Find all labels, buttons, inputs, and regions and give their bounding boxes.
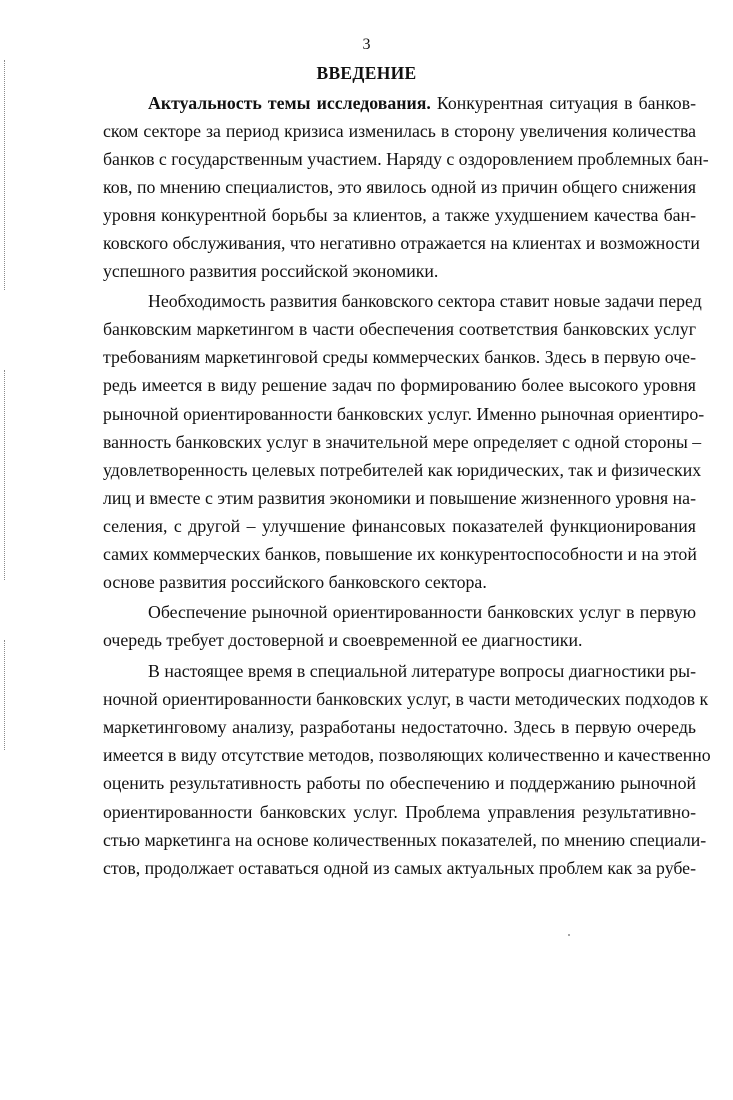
text-line: удовлетворенность целевых потребителей как юридических, так и физических: [103, 460, 702, 480]
text-line: ориентированности банковских услуг. Проблема управления результативно-: [103, 802, 696, 822]
text-line: редь имеется в виду решение задач по формированию более высокого уровня: [103, 375, 696, 395]
text-line: рыночной ориентированности банковских услуг. Именно рыночная ориентиро-: [103, 404, 705, 424]
text-line: банков с государственным участием. Наряду с оздоровлением проблемных бан-: [103, 149, 709, 169]
lead-phrase: Актуальность темы исследования.: [148, 93, 431, 113]
scan-speck: [568, 934, 570, 936]
text-line: лиц и вместе с этим развития экономики и повышение жизненного уровня на-: [103, 488, 696, 508]
text-line: успешного развития российской экономики.: [103, 261, 439, 281]
text-line: ванность банковских услуг в значительной мере определяет с одной стороны –: [103, 432, 702, 452]
text-line: ском секторе за период кризиса изменилась в сторону увеличения количества: [103, 121, 696, 141]
text-line: ков, по мнению специалистов, это явилось одной из причин общего снижения: [103, 177, 696, 197]
text-line: основе развития российского банковского сектора.: [103, 572, 487, 592]
text-line: требованиям маркетинговой среды коммерческих банков. Здесь в первую оче-: [103, 347, 696, 367]
text-line: очередь требует достоверной и своевременной ее диагностики.: [103, 630, 583, 650]
page-number: 3: [362, 36, 371, 53]
text-line: уровня конкурентной борьбы за клиентов, а также ухудшением качества бан-: [103, 205, 696, 225]
text-line: Актуальность темы исследования. Конкурентная ситуация в банков-: [148, 93, 697, 113]
text-line: оценить результативность работы по обеспечению и поддержанию рыночной: [103, 773, 696, 793]
text-line: селения, с другой – улучшение финансовых показателей функционирования: [103, 516, 696, 536]
text-line: банковским маркетингом в части обеспечения соответствия банковских услуг: [103, 319, 696, 339]
scan-edge-mark-bottom: [4, 640, 8, 750]
text-line: стью маркетинга на основе количественных показателей, по мнению специали-: [103, 830, 707, 850]
text-line: маркетинговому анализу, разработаны недостаточно. Здесь в первую очередь: [103, 717, 696, 737]
section-heading: ВВЕДЕНИЕ: [316, 63, 417, 83]
text-line: ковского обслуживания, что негативно отражается на клиентах и возможности: [103, 233, 700, 253]
text-line: ночной ориентированности банковских услуг, в части методических подходов к: [103, 689, 709, 709]
text-line: Необходимость развития банковского сектора ставит новые задачи перед: [148, 291, 702, 311]
text-line: стов, продолжает оставаться одной из самых актуальных проблем как за рубе-: [103, 858, 696, 878]
text-line: самих коммерческих банков, повышение их конкурентоспособности и на этой: [103, 544, 697, 564]
text-line: имеется в виду отсутствие методов, позволяющих количественно и качественно: [103, 745, 711, 765]
scan-edge-mark-middle: [4, 370, 8, 580]
scan-edge-mark-top: [4, 60, 8, 290]
text-line: В настоящее время в специальной литературе вопросы диагностики ры-: [148, 661, 696, 681]
text-line: Обеспечение рыночной ориентированности банковских услуг в первую: [148, 602, 696, 622]
